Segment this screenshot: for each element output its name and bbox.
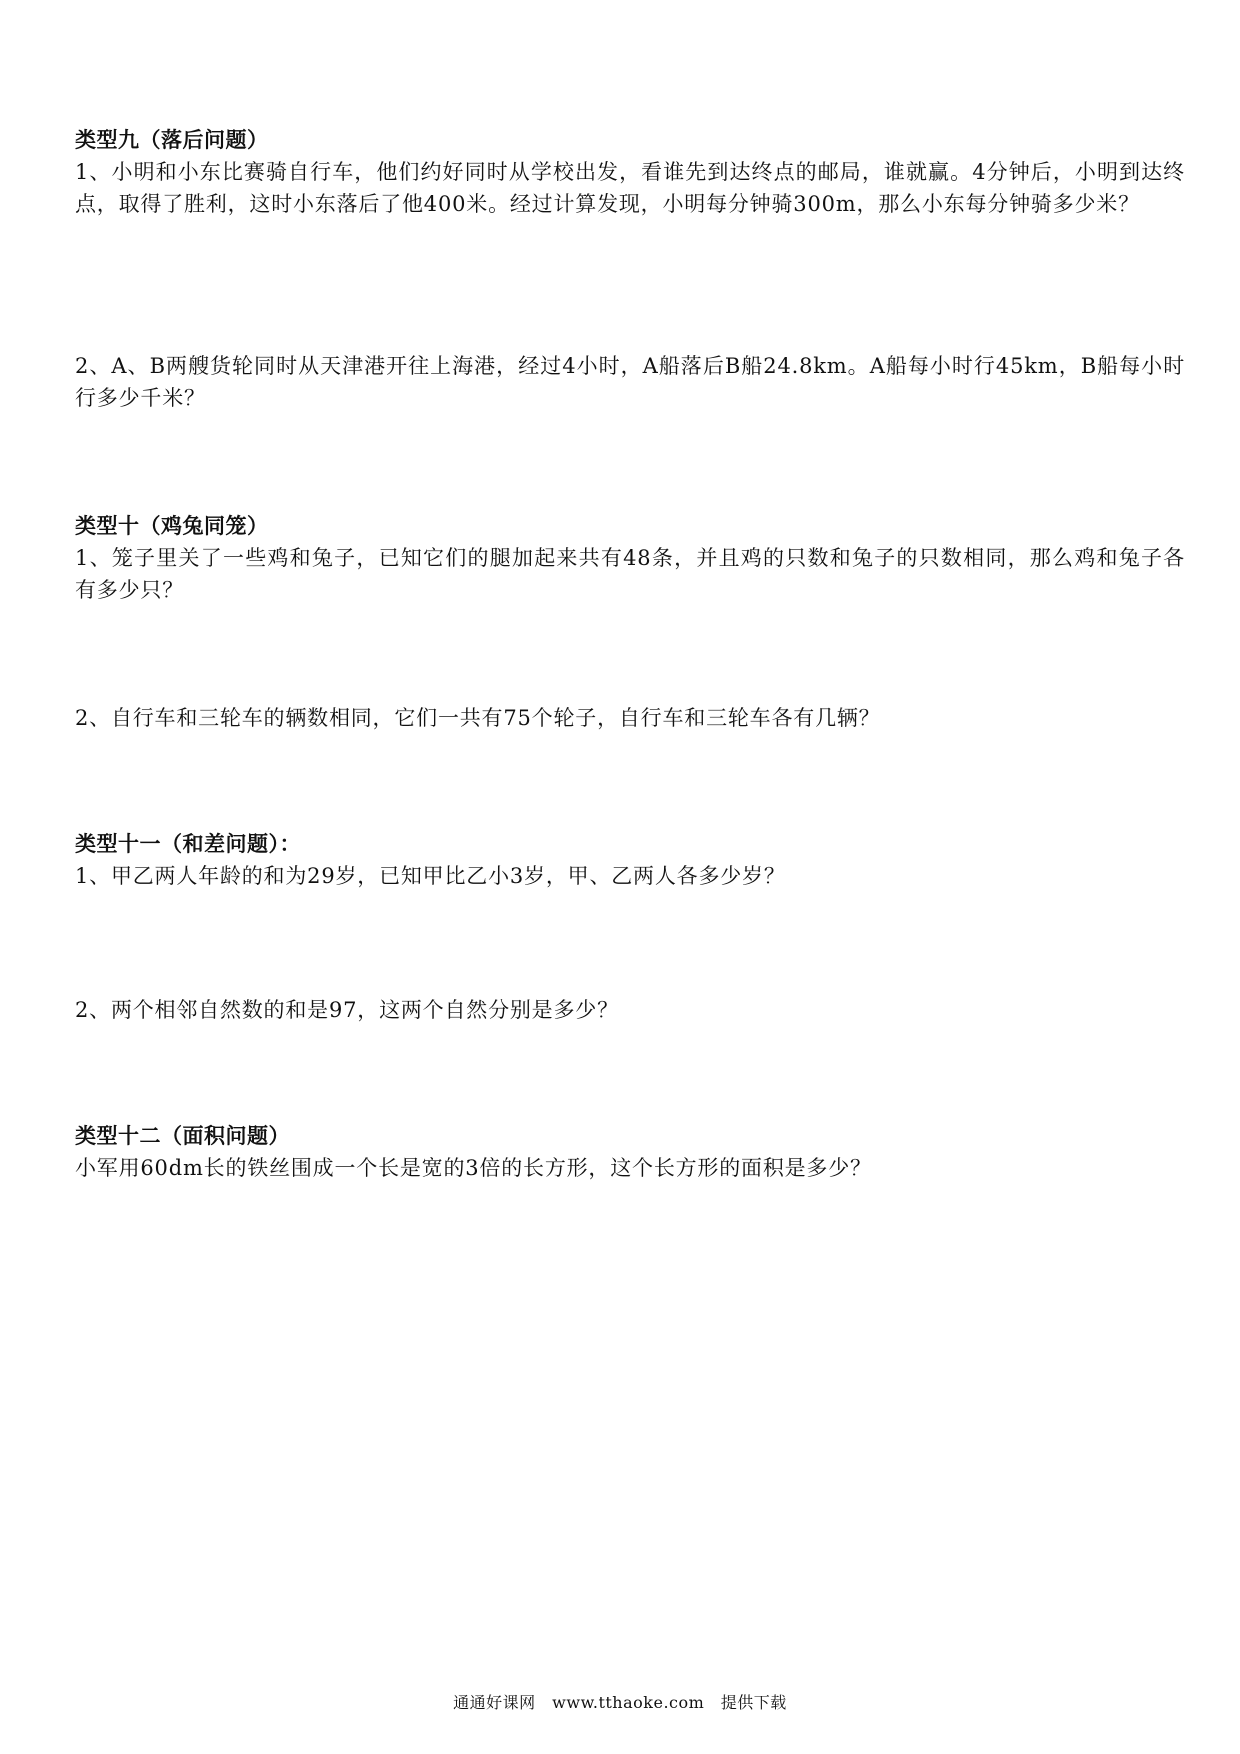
section-type-11-question-2-block	[75, 994, 1185, 1026]
page-footer: 通通好课网 www.tthaoke.com 提供下载	[453, 1693, 787, 1712]
section-type-10	[75, 510, 1185, 606]
question-1: 小军用60dm长的铁丝围成一个长是宽的3倍的长方形，这个长方形的面积是多少？	[75, 1156, 872, 1180]
section-type-10-question-2-block	[75, 702, 1185, 734]
section-heading: 类型九（落后问题）	[75, 127, 269, 152]
question-2: 2、A、B两艘货轮同时从天津港开往上海港，经过4小时，A船落后B船24.8km。A船每小时行45km，B船每小时行多少千米？	[75, 354, 1185, 410]
section-type-9	[75, 124, 1185, 220]
section-type-12	[75, 1120, 1185, 1184]
question-1: 1、笼子里关了一些鸡和兔子，已知它们的腿加起来共有48条，并且鸡的只数和兔子的只数相同，那么鸡和兔子各有多少只？	[75, 546, 1185, 602]
question-2: 2、两个相邻自然数的和是97，这两个自然分别是多少？	[75, 998, 619, 1022]
section-type-11	[75, 828, 1185, 892]
section-heading: 类型十（鸡兔同笼）	[75, 513, 269, 538]
question-1: 1、小明和小东比赛骑自行车，他们约好同时从学校出发，看谁先到达终点的邮局，谁就赢。4分钟后，小明到达终点，取得了胜利，这时小东落后了他400米。经过计算发现，小明每分钟骑300m，那么小东每分钟骑多少米？	[75, 160, 1185, 216]
section-heading: 类型十一（和差问题）：	[75, 831, 301, 856]
question-1: 1、甲乙两人年龄的和为29岁，已知甲比乙小3岁，甲、乙两人各多少岁？	[75, 864, 786, 888]
question-2: 2、自行车和三轮车的辆数相同，它们一共有75个轮子，自行车和三轮车各有几辆？	[75, 706, 881, 730]
section-type-9-question-2-block	[75, 350, 1185, 414]
section-heading: 类型十二（面积问题）	[75, 1123, 290, 1148]
